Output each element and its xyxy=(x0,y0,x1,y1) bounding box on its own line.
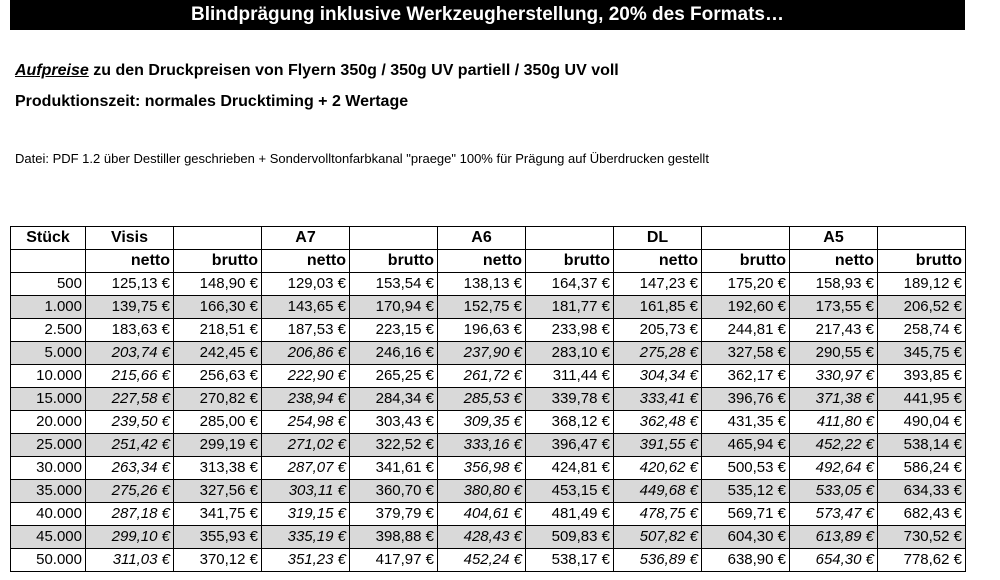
price-brutto-cell: 339,78 € xyxy=(526,388,614,411)
table-header-row xyxy=(11,227,966,250)
price-netto-cell: 129,03 € xyxy=(262,273,350,296)
price-brutto-cell: 538,14 € xyxy=(878,434,966,457)
price-brutto-cell: 341,61 € xyxy=(350,457,438,480)
price-netto-cell: 333,16 € xyxy=(438,434,526,457)
table-row xyxy=(11,388,966,411)
table-row xyxy=(11,549,966,572)
price-netto-cell: 287,07 € xyxy=(262,457,350,480)
price-netto-cell: 573,47 € xyxy=(790,503,878,526)
price-netto-cell: 261,72 € xyxy=(438,365,526,388)
price-brutto-cell: 396,76 € xyxy=(702,388,790,411)
price-brutto-cell: 360,70 € xyxy=(350,480,438,503)
price-netto-cell: 411,80 € xyxy=(790,411,878,434)
price-brutto-cell: 322,52 € xyxy=(350,434,438,457)
price-brutto-cell: 538,17 € xyxy=(526,549,614,572)
page-banner: Blindprägung inklusive Werkzeugherstellung, 20% des Formats… xyxy=(10,0,965,30)
price-netto-cell: 206,86 € xyxy=(262,342,350,365)
price-brutto-cell: 368,12 € xyxy=(526,411,614,434)
price-netto-cell: 237,90 € xyxy=(438,342,526,365)
price-netto-cell: 356,98 € xyxy=(438,457,526,480)
price-netto-cell: 275,26 € xyxy=(86,480,174,503)
table-row xyxy=(11,365,966,388)
table-row xyxy=(11,480,966,503)
subheader-empty xyxy=(11,250,86,273)
header-format: A5 xyxy=(790,227,878,250)
price-netto-cell: 303,11 € xyxy=(262,480,350,503)
subheader-brutto: brutto xyxy=(350,250,438,273)
header-format xyxy=(350,227,438,250)
price-brutto-cell: 327,56 € xyxy=(174,480,262,503)
header-format: A7 xyxy=(262,227,350,250)
price-netto-cell: 449,68 € xyxy=(614,480,702,503)
price-brutto-cell: 153,54 € xyxy=(350,273,438,296)
price-netto-cell: 335,19 € xyxy=(262,526,350,549)
price-brutto-cell: 370,12 € xyxy=(174,549,262,572)
quantity-cell: 500 xyxy=(11,273,86,296)
price-netto-cell: 309,35 € xyxy=(438,411,526,434)
price-netto-cell: 125,13 € xyxy=(86,273,174,296)
subheader-netto: netto xyxy=(614,250,702,273)
table-row xyxy=(11,457,966,480)
price-brutto-cell: 299,19 € xyxy=(174,434,262,457)
price-netto-cell: 222,90 € xyxy=(262,365,350,388)
price-netto-cell: 362,48 € xyxy=(614,411,702,434)
price-netto-cell: 420,62 € xyxy=(614,457,702,480)
price-brutto-cell: 465,94 € xyxy=(702,434,790,457)
price-brutto-cell: 192,60 € xyxy=(702,296,790,319)
price-netto-cell: 147,23 € xyxy=(614,273,702,296)
table-row xyxy=(11,342,966,365)
price-brutto-cell: 481,49 € xyxy=(526,503,614,526)
header-format xyxy=(878,227,966,250)
price-netto-cell: 183,63 € xyxy=(86,319,174,342)
price-netto-cell: 275,28 € xyxy=(614,342,702,365)
price-brutto-cell: 569,71 € xyxy=(702,503,790,526)
header-format xyxy=(526,227,614,250)
quantity-cell: 1.000 xyxy=(11,296,86,319)
price-netto-cell: 371,38 € xyxy=(790,388,878,411)
subheader-netto: netto xyxy=(262,250,350,273)
price-table xyxy=(10,226,966,572)
subheader-netto: netto xyxy=(438,250,526,273)
price-brutto-cell: 730,52 € xyxy=(878,526,966,549)
subheader-brutto: brutto xyxy=(174,250,262,273)
table-row xyxy=(11,273,966,296)
price-brutto-cell: 189,12 € xyxy=(878,273,966,296)
header-format: Visis xyxy=(86,227,174,250)
price-brutto-cell: 396,47 € xyxy=(526,434,614,457)
quantity-cell: 40.000 xyxy=(11,503,86,526)
quantity-cell: 45.000 xyxy=(11,526,86,549)
price-netto-cell: 196,63 € xyxy=(438,319,526,342)
price-brutto-cell: 453,15 € xyxy=(526,480,614,503)
price-netto-cell: 271,02 € xyxy=(262,434,350,457)
price-brutto-cell: 175,20 € xyxy=(702,273,790,296)
price-brutto-cell: 164,37 € xyxy=(526,273,614,296)
price-netto-cell: 227,58 € xyxy=(86,388,174,411)
header-stueck: Stück xyxy=(11,227,86,250)
surcharge-label: Aufpreise xyxy=(15,62,89,79)
intro-line xyxy=(15,62,619,80)
price-brutto-cell: 233,98 € xyxy=(526,319,614,342)
price-netto-cell: 319,15 € xyxy=(262,503,350,526)
quantity-cell: 35.000 xyxy=(11,480,86,503)
price-netto-cell: 152,75 € xyxy=(438,296,526,319)
subheader-netto: netto xyxy=(86,250,174,273)
price-netto-cell: 158,93 € xyxy=(790,273,878,296)
price-brutto-cell: 327,58 € xyxy=(702,342,790,365)
price-brutto-cell: 244,81 € xyxy=(702,319,790,342)
price-netto-cell: 404,61 € xyxy=(438,503,526,526)
price-netto-cell: 492,64 € xyxy=(790,457,878,480)
price-netto-cell: 452,24 € xyxy=(438,549,526,572)
header-format xyxy=(174,227,262,250)
price-brutto-cell: 265,25 € xyxy=(350,365,438,388)
price-brutto-cell: 362,17 € xyxy=(702,365,790,388)
price-brutto-cell: 393,85 € xyxy=(878,365,966,388)
price-netto-cell: 143,65 € xyxy=(262,296,350,319)
price-netto-cell: 654,30 € xyxy=(790,549,878,572)
price-netto-cell: 238,94 € xyxy=(262,388,350,411)
intro-text: zu den Druckpreisen von Flyern 350g / 350g UV partiell / 350g UV voll xyxy=(88,62,619,79)
quantity-cell: 20.000 xyxy=(11,411,86,434)
price-netto-cell: 290,55 € xyxy=(790,342,878,365)
price-netto-cell: 251,42 € xyxy=(86,434,174,457)
subheader-brutto: brutto xyxy=(878,250,966,273)
price-netto-cell: 205,73 € xyxy=(614,319,702,342)
price-brutto-cell: 270,82 € xyxy=(174,388,262,411)
table-row xyxy=(11,503,966,526)
table-row xyxy=(11,434,966,457)
price-brutto-cell: 379,79 € xyxy=(350,503,438,526)
header-format xyxy=(702,227,790,250)
price-netto-cell: 330,97 € xyxy=(790,365,878,388)
price-brutto-cell: 431,35 € xyxy=(702,411,790,434)
subheader-netto: netto xyxy=(790,250,878,273)
price-brutto-cell: 535,12 € xyxy=(702,480,790,503)
price-brutto-cell: 604,30 € xyxy=(702,526,790,549)
price-netto-cell: 304,34 € xyxy=(614,365,702,388)
quantity-cell: 50.000 xyxy=(11,549,86,572)
price-netto-cell: 613,89 € xyxy=(790,526,878,549)
file-note: Datei: PDF 1.2 über Destiller geschrieben + Sondervolltonfarbkanal "praege" 100% für Prägung auf Überdrucken gestellt xyxy=(15,151,709,166)
price-brutto-cell: 148,90 € xyxy=(174,273,262,296)
quantity-cell: 15.000 xyxy=(11,388,86,411)
price-netto-cell: 215,66 € xyxy=(86,365,174,388)
price-netto-cell: 507,82 € xyxy=(614,526,702,549)
price-netto-cell: 287,18 € xyxy=(86,503,174,526)
price-brutto-cell: 258,74 € xyxy=(878,319,966,342)
price-brutto-cell: 490,04 € xyxy=(878,411,966,434)
price-brutto-cell: 500,53 € xyxy=(702,457,790,480)
price-brutto-cell: 638,90 € xyxy=(702,549,790,572)
price-netto-cell: 299,10 € xyxy=(86,526,174,549)
quantity-cell: 10.000 xyxy=(11,365,86,388)
price-brutto-cell: 170,94 € xyxy=(350,296,438,319)
quantity-cell: 2.500 xyxy=(11,319,86,342)
price-netto-cell: 139,75 € xyxy=(86,296,174,319)
price-brutto-cell: 166,30 € xyxy=(174,296,262,319)
price-netto-cell: 187,53 € xyxy=(262,319,350,342)
price-brutto-cell: 778,62 € xyxy=(878,549,966,572)
price-brutto-cell: 424,81 € xyxy=(526,457,614,480)
price-netto-cell: 452,22 € xyxy=(790,434,878,457)
table-row xyxy=(11,319,966,342)
price-brutto-cell: 311,44 € xyxy=(526,365,614,388)
price-brutto-cell: 417,97 € xyxy=(350,549,438,572)
price-brutto-cell: 355,93 € xyxy=(174,526,262,549)
price-brutto-cell: 285,00 € xyxy=(174,411,262,434)
quantity-cell: 5.000 xyxy=(11,342,86,365)
price-brutto-cell: 223,15 € xyxy=(350,319,438,342)
price-netto-cell: 138,13 € xyxy=(438,273,526,296)
price-brutto-cell: 634,33 € xyxy=(878,480,966,503)
production-time: Produktionszeit: normales Drucktiming + 2 Wertage xyxy=(15,93,409,110)
price-netto-cell: 380,80 € xyxy=(438,480,526,503)
price-netto-cell: 391,55 € xyxy=(614,434,702,457)
price-brutto-cell: 682,43 € xyxy=(878,503,966,526)
price-netto-cell: 478,75 € xyxy=(614,503,702,526)
price-brutto-cell: 206,52 € xyxy=(878,296,966,319)
price-brutto-cell: 303,43 € xyxy=(350,411,438,434)
price-netto-cell: 351,23 € xyxy=(262,549,350,572)
price-brutto-cell: 218,51 € xyxy=(174,319,262,342)
quantity-cell: 30.000 xyxy=(11,457,86,480)
price-brutto-cell: 586,24 € xyxy=(878,457,966,480)
price-brutto-cell: 341,75 € xyxy=(174,503,262,526)
table-subheader-row xyxy=(11,250,966,273)
table-row xyxy=(11,411,966,434)
price-netto-cell: 217,43 € xyxy=(790,319,878,342)
price-netto-cell: 311,03 € xyxy=(86,549,174,572)
price-brutto-cell: 242,45 € xyxy=(174,342,262,365)
price-netto-cell: 254,98 € xyxy=(262,411,350,434)
price-netto-cell: 285,53 € xyxy=(438,388,526,411)
price-netto-cell: 333,41 € xyxy=(614,388,702,411)
header-format: DL xyxy=(614,227,702,250)
header-format: A6 xyxy=(438,227,526,250)
table-row xyxy=(11,526,966,549)
subheader-brutto: brutto xyxy=(702,250,790,273)
price-brutto-cell: 246,16 € xyxy=(350,342,438,365)
price-netto-cell: 263,34 € xyxy=(86,457,174,480)
price-brutto-cell: 345,75 € xyxy=(878,342,966,365)
price-brutto-cell: 398,88 € xyxy=(350,526,438,549)
price-netto-cell: 428,43 € xyxy=(438,526,526,549)
table-row xyxy=(11,296,966,319)
price-brutto-cell: 256,63 € xyxy=(174,365,262,388)
price-netto-cell: 161,85 € xyxy=(614,296,702,319)
price-netto-cell: 173,55 € xyxy=(790,296,878,319)
price-brutto-cell: 181,77 € xyxy=(526,296,614,319)
quantity-cell: 25.000 xyxy=(11,434,86,457)
price-netto-cell: 203,74 € xyxy=(86,342,174,365)
price-netto-cell: 536,89 € xyxy=(614,549,702,572)
price-brutto-cell: 313,38 € xyxy=(174,457,262,480)
price-brutto-cell: 283,10 € xyxy=(526,342,614,365)
price-brutto-cell: 509,83 € xyxy=(526,526,614,549)
price-brutto-cell: 441,95 € xyxy=(878,388,966,411)
price-netto-cell: 533,05 € xyxy=(790,480,878,503)
price-brutto-cell: 284,34 € xyxy=(350,388,438,411)
subheader-brutto: brutto xyxy=(526,250,614,273)
price-netto-cell: 239,50 € xyxy=(86,411,174,434)
